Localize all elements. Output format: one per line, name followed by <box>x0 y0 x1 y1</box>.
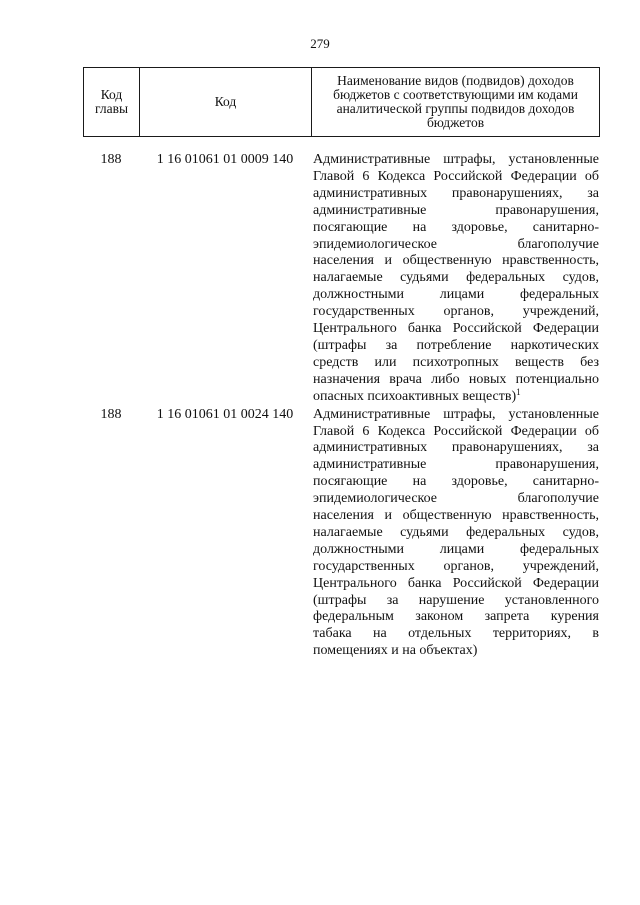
text-line: (штрафы за потребление наркотических <box>313 337 599 353</box>
text-line-last <box>313 386 599 406</box>
cell-naimenovanie <box>313 152 599 406</box>
text-line: Главой 6 Кодекса Российской Федерации об <box>313 168 599 184</box>
text-line: государственных органов, учреждений, <box>313 304 599 320</box>
page-number: 279 <box>310 36 330 51</box>
text-line: должностными лицами федеральных <box>313 287 599 303</box>
text-line: Административные штрафы, установленные <box>313 406 599 422</box>
header-text: аналитической группы подвидов доходов <box>336 101 575 116</box>
header-text: главы <box>94 101 129 116</box>
text-line: средств или психотропных веществ без <box>313 354 599 370</box>
table-row <box>83 407 600 661</box>
text-line: назначения врача либо новых потенциально <box>313 371 599 387</box>
text-line: опасных психоактивных веществ) <box>313 388 517 404</box>
cell-kod-glavy: 188 <box>100 152 122 167</box>
header-cell-kod <box>140 68 312 137</box>
text-line: федеральным законом запрета курения <box>313 609 599 625</box>
text-line: населения и общественную нравственность, <box>313 508 599 524</box>
text-line: (штрафы за нарушение установленного <box>313 592 599 608</box>
text-line: посягающие на здоровье, санитарно- <box>313 219 599 235</box>
text-line: государственных органов, учреждений, <box>313 558 599 574</box>
table-header <box>83 67 600 137</box>
text-line: населения и общественную нравственность, <box>313 253 599 269</box>
table-body <box>83 152 600 660</box>
text-line: эпидемиологическое благополучие <box>313 491 599 507</box>
text-line: административных правонарушениях, за <box>313 440 599 456</box>
footnote-marker: 1 <box>516 386 521 397</box>
text-line: налагаемые судьями федеральных судов, <box>313 270 599 286</box>
text-line: Главой 6 Кодекса Российской Федерации об <box>313 423 599 439</box>
header-cell-naimenovanie <box>312 68 600 137</box>
text-line: помещениях и на объектах) <box>313 643 478 659</box>
text-line: Центрального банка Российской Федерации <box>313 575 599 591</box>
cell-kod: 1 16 01061 01 0009 140 <box>156 152 294 167</box>
text-line: эпидемиологическое благополучие <box>313 236 599 252</box>
header-text: бюджетов <box>426 115 485 130</box>
text-line: административных правонарушениях, за <box>313 185 599 201</box>
cell-kod-glavy: 188 <box>100 406 122 422</box>
table-row <box>83 152 600 406</box>
text-line: табака на отдельных территориях, в <box>313 626 599 642</box>
text-line: должностными лицами федеральных <box>313 541 599 557</box>
text-line: Центрального банка Российской Федерации <box>313 321 599 337</box>
header-text: Код <box>214 94 237 109</box>
header-text: бюджетов с соответствующими им кодами <box>333 87 578 102</box>
text-line: административные правонарушения, <box>313 457 599 473</box>
cell-naimenovanie <box>313 407 599 661</box>
text-line: административные правонарушения, <box>313 202 599 218</box>
text-line: налагаемые судьями федеральных судов, <box>313 524 599 540</box>
text-line: Административные штрафы, установленные <box>313 152 599 167</box>
cell-kod: 1 16 01061 01 0024 140 <box>156 406 294 422</box>
header-text: Наименование видов (подвидов) доходов <box>337 73 574 88</box>
text-line: посягающие на здоровье, санитарно- <box>313 474 599 490</box>
header-text: Код <box>100 87 123 102</box>
header-cell-kod-glavy <box>84 68 140 137</box>
